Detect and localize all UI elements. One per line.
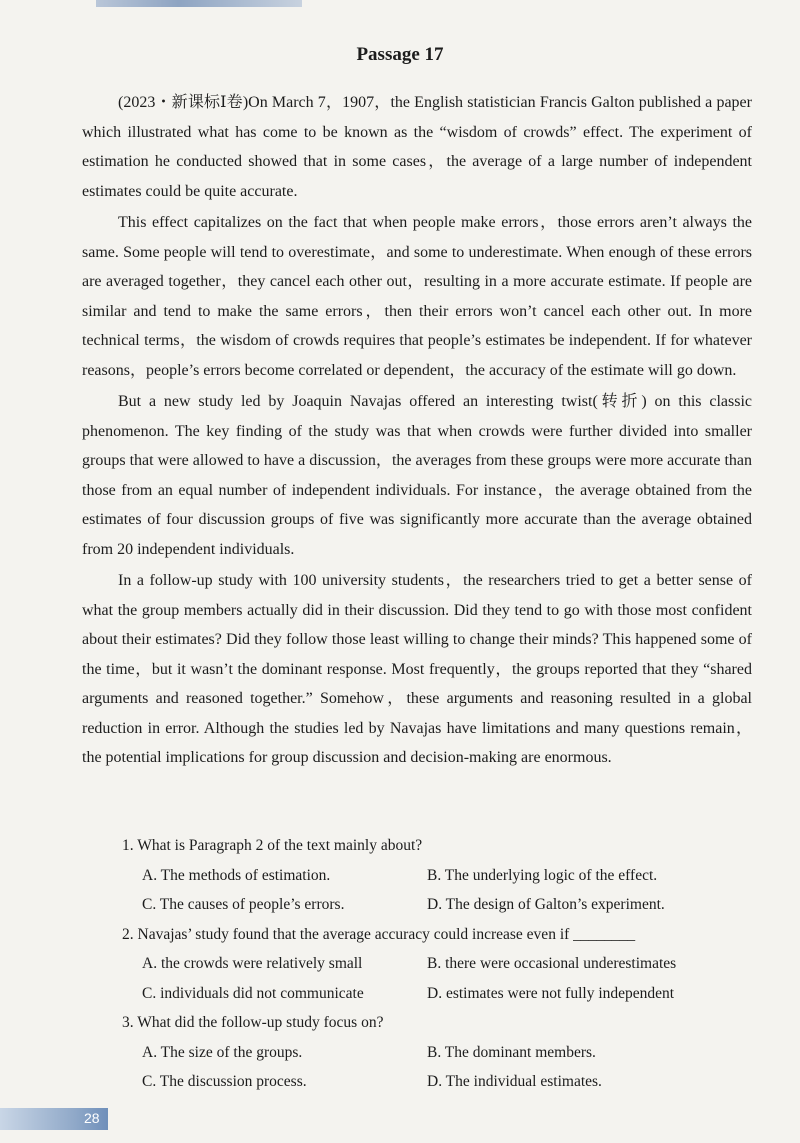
question-2-options-row-1	[122, 949, 752, 979]
question-1-option-a: A. The methods of estimation.	[142, 866, 331, 884]
question-2-option-c: C. individuals did not communicate	[142, 984, 364, 1002]
question-3-option-c: C. The discussion process.	[142, 1073, 307, 1090]
question-list	[122, 831, 752, 1097]
question-3-option-a: A. The size of the groups.	[142, 1043, 303, 1061]
question-1-options-row-2	[122, 890, 752, 920]
question-3-options-row-2	[122, 1067, 752, 1097]
question-1-option-c: C. The causes of people’s errors.	[142, 896, 345, 913]
paragraph-3: But a new study led by Joaquin Navajas offered an interesting twist(转折) on this classic phenomenon. The key finding of the study was that when crowds were further divided into smaller groups that were allowed to have a discussion，the averages from these groups were more accurate than those from an equal number of independent individuals. For instance，the average obtained from the estimates of four discussion groups of five was significantly more accurate than the average obtained from 20 independent individuals.	[82, 393, 752, 558]
question-1-stem: 1. What is Paragraph 2 of the text mainly about?	[122, 837, 423, 854]
question-3-options-row-1	[122, 1038, 752, 1068]
question-1-options-row-1	[122, 861, 752, 891]
question-2-option-b: B. there were occasional underestimates	[427, 955, 677, 972]
passage-body	[82, 88, 752, 775]
question-2-stem: 2. Navajas’ study found that the average accuracy could increase even if ________	[122, 925, 636, 943]
question-2-options-row-2	[122, 979, 752, 1009]
question-3-stem: 3. What did the follow-up study focus on?	[122, 1014, 384, 1031]
passage-title: Passage 17	[356, 44, 444, 65]
question-3-option-b: B. The dominant members.	[427, 1043, 596, 1061]
header-strip	[96, 0, 302, 7]
question-2-option-d: D. estimates were not fully independent	[427, 984, 675, 1002]
page-number: 28	[84, 1110, 100, 1126]
question-1-option-b: B. The underlying logic of the effect.	[427, 866, 658, 884]
paragraph-4: In a follow-up study with 100 university students，the researchers tried to get a better sense of what the group members actually did in their discussion. Did they tend to go with those most confident about their estimates? Did they follow those least willing to change their minds? This happened some of the time，but it wasn’t the dominant response. Most frequently，the groups reported that they “shared arguments and reasoned together.” Somehow，these arguments and reasoning resulted in a global reduction in error. Although the studies led by Navajas have limitations and many questions remain，the potential implications for group discussion and decision-making are enormous.	[82, 572, 752, 766]
question-2-option-a: A. the crowds were relatively small	[142, 955, 363, 972]
question-3-option-d: D. The individual estimates.	[427, 1073, 602, 1090]
question-1-option-d: D. The design of Galton’s experiment.	[427, 896, 665, 913]
paragraph-2: This effect capitalizes on the fact that when people make errors，those errors aren’t always the same. Some people will tend to overestimate，and some to underestimate. When enough of these errors are averaged together，they cancel each other out，resulting in a more accurate estimate. If people are similar and tend to make the same errors，then their errors won’t cancel each other out. In more technical terms，the wisdom of crowds requires that people’s estimates be independent. If for whatever reasons，people’s errors become correlated or dependent，the accuracy of the estimate will go down.	[82, 214, 753, 379]
paragraph-1: (2023・新课标Ⅰ卷)On March 7，1907，the English statistician Francis Galton published a paper which illustrated what has come to be known as the “wisdom of crowds” effect. The experiment of estimation he conducted showed that in some cases，the average of a large number of independent estimates could be quite accurate.	[82, 94, 752, 200]
